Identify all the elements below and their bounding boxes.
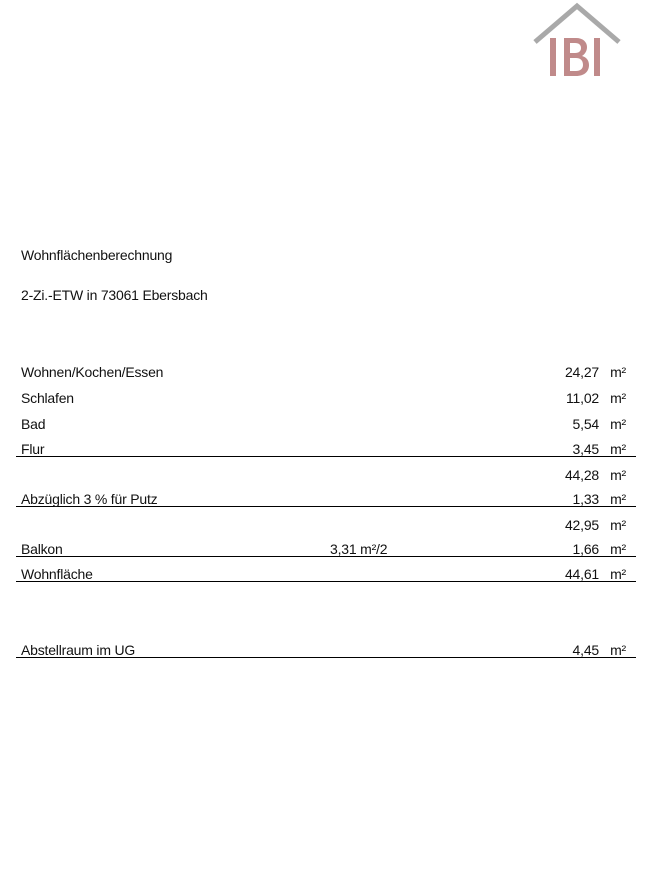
row-label: Flur — [21, 441, 45, 457]
house-roof-icon — [530, 2, 626, 82]
subtotal-row — [16, 463, 636, 489]
row-value: 11,02 — [566, 390, 599, 406]
row-unit: m² — [610, 441, 626, 457]
row-extra: 3,31 m²/2 — [330, 541, 388, 557]
document-subtitle: 2-Zi.-ETW in 73061 Ebersbach — [21, 287, 208, 303]
row-unit: m² — [610, 566, 626, 582]
total-row — [16, 562, 636, 582]
row-unit: m² — [610, 364, 626, 380]
row-unit: m² — [610, 491, 626, 507]
row-unit: m² — [610, 390, 626, 406]
row-value: 1,66 — [572, 541, 599, 557]
row-label: Abzüglich 3 % für Putz — [21, 491, 158, 507]
row-unit: m² — [610, 416, 626, 432]
row-label: Abstellraum im UG — [21, 642, 136, 658]
row-label: Schlafen — [21, 390, 74, 406]
row-unit: m² — [610, 517, 626, 533]
row-unit: m² — [610, 642, 626, 658]
row-value: 44,61 — [564, 566, 599, 582]
row-value: 24,27 — [564, 364, 599, 380]
row-label: Wohnen/Kochen/Essen — [21, 364, 164, 380]
table-row — [16, 487, 636, 507]
row-value: 1,33 — [572, 491, 599, 507]
row-unit: m² — [610, 467, 626, 483]
row-label: Balkon — [21, 541, 63, 557]
table-row — [16, 412, 636, 438]
row-label: Wohnfläche — [21, 566, 93, 582]
table-row — [16, 537, 636, 557]
document-title: Wohnflächenberechnung — [21, 247, 173, 263]
table-row — [16, 360, 636, 386]
row-value: 44,28 — [564, 467, 599, 483]
table-row — [16, 386, 636, 412]
ibi-logo — [530, 2, 626, 82]
row-unit: m² — [610, 541, 626, 557]
row-label: Bad — [21, 416, 46, 432]
row-value: 3,45 — [572, 441, 599, 457]
row-value: 4,45 — [572, 642, 599, 658]
row-value: 5,54 — [572, 416, 599, 432]
subtotal-row — [16, 513, 636, 539]
row-value: 42,95 — [564, 517, 599, 533]
table-row — [16, 437, 636, 457]
table-row — [16, 638, 636, 658]
